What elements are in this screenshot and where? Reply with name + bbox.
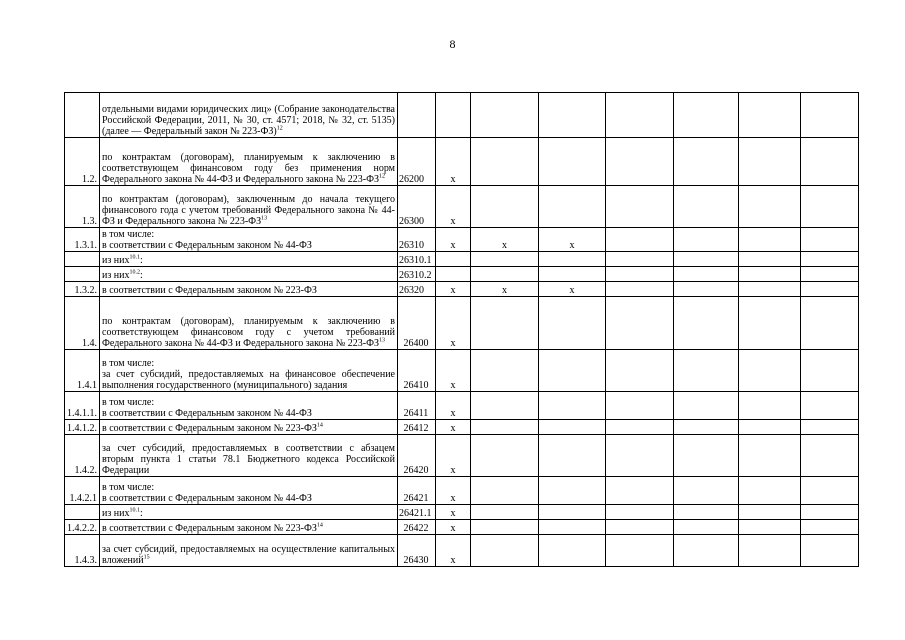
empty-cell — [739, 420, 801, 435]
empty-cell — [801, 186, 859, 228]
empty-cell — [801, 138, 859, 186]
mark-cell-2 — [471, 267, 539, 282]
empty-cell — [606, 228, 674, 252]
footnote-reference: 14 — [316, 422, 323, 429]
table-row — [65, 520, 859, 535]
empty-cell — [674, 505, 739, 520]
empty-cell — [801, 297, 859, 350]
row-number — [65, 93, 100, 138]
description-text: из них — [102, 508, 130, 519]
row-code: 26422 — [398, 520, 436, 535]
mark-cell-3 — [539, 138, 606, 186]
mark-cell-2 — [471, 138, 539, 186]
row-number: 1.4.1 — [65, 350, 100, 392]
row-description — [100, 93, 398, 138]
row-description — [100, 505, 398, 520]
mark-cell-1: x — [436, 282, 471, 297]
row-number: 1.3.1. — [65, 228, 100, 252]
empty-cell — [801, 435, 859, 477]
mark-cell-3 — [539, 267, 606, 282]
description-text: из них — [102, 270, 130, 281]
mark-cell-2 — [471, 505, 539, 520]
row-code: 26320 — [398, 282, 436, 297]
row-code: 26310.1 — [398, 252, 436, 267]
mark-cell-1 — [436, 252, 471, 267]
row-description — [100, 138, 398, 186]
description-text: в том числе: — [102, 358, 155, 369]
empty-cell — [739, 350, 801, 392]
mark-cell-3 — [539, 93, 606, 138]
description-text: в соответствии с Федеральным законом № 44-ФЗ — [102, 408, 312, 419]
mark-cell-3 — [539, 535, 606, 567]
empty-cell — [674, 186, 739, 228]
table-row — [65, 535, 859, 567]
empty-cell — [674, 420, 739, 435]
mark-cell-1 — [436, 267, 471, 282]
mark-cell-2: x — [471, 228, 539, 252]
description-text: в том числе: — [102, 482, 155, 493]
row-number: 1.4.2. — [65, 435, 100, 477]
row-code: 26300 — [398, 186, 436, 228]
mark-cell-3 — [539, 297, 606, 350]
empty-cell — [606, 138, 674, 186]
row-description — [100, 350, 398, 392]
row-code: 26420 — [398, 435, 436, 477]
empty-cell — [801, 350, 859, 392]
empty-cell — [739, 505, 801, 520]
empty-cell — [674, 252, 739, 267]
description-text: из них — [102, 255, 130, 266]
mark-cell-2 — [471, 252, 539, 267]
row-number — [65, 252, 100, 267]
mark-cell-3: x — [539, 228, 606, 252]
description-text: за счет субсидий, предоставляемых в соответствии с абзацем вторым пункта 1 статьи 78.1 Бюджетного кодекса Российской Федерации — [102, 443, 395, 476]
description-text: отдельными видами юридических лиц» (Собрание законодательства Российской Федерации, 2011, № 30, ст. 4571; 2018, № 32, ст. 5135) (далее — Федеральный закон № 223-ФЗ) — [102, 104, 395, 137]
table-row — [65, 420, 859, 435]
financial-table — [64, 92, 859, 567]
mark-cell-1: x — [436, 435, 471, 477]
row-code — [398, 93, 436, 138]
row-description — [100, 535, 398, 567]
empty-cell — [606, 435, 674, 477]
table-row — [65, 477, 859, 505]
row-description — [100, 297, 398, 350]
description-text: за счет субсидий, предоставляемых на финансовое обеспечение выполнения государственного (муниципального) задания — [102, 369, 395, 391]
footnote-reference: 10.1 — [129, 507, 141, 514]
row-code: 26310.2 — [398, 267, 436, 282]
row-code: 26411 — [398, 392, 436, 420]
empty-cell — [674, 93, 739, 138]
footnote-reference: 12 — [379, 173, 386, 180]
footnote-reference: 10.2 — [129, 269, 141, 276]
row-number: 1.4.2.2. — [65, 520, 100, 535]
empty-cell — [739, 535, 801, 567]
description-text: в том числе: — [102, 397, 155, 408]
empty-cell — [606, 186, 674, 228]
mark-cell-2 — [471, 477, 539, 505]
row-code: 26310 — [398, 228, 436, 252]
table-row — [65, 392, 859, 420]
mark-cell-2 — [471, 93, 539, 138]
empty-cell — [606, 477, 674, 505]
empty-cell — [801, 282, 859, 297]
mark-cell-1: x — [436, 138, 471, 186]
empty-cell — [606, 420, 674, 435]
mark-cell-2 — [471, 392, 539, 420]
empty-cell — [674, 392, 739, 420]
empty-cell — [606, 392, 674, 420]
footnote-reference: 13 — [379, 337, 386, 344]
mark-cell-1: x — [436, 520, 471, 535]
row-number: 1.4.2.1 — [65, 477, 100, 505]
row-code: 26421.1 — [398, 505, 436, 520]
table-row — [65, 435, 859, 477]
footnote-reference: 14 — [316, 522, 323, 529]
empty-cell — [674, 282, 739, 297]
table-row — [65, 297, 859, 350]
empty-cell — [739, 186, 801, 228]
mark-cell-1: x — [436, 535, 471, 567]
row-number — [65, 267, 100, 282]
empty-cell — [739, 252, 801, 267]
empty-cell — [801, 228, 859, 252]
empty-cell — [606, 505, 674, 520]
empty-cell — [801, 505, 859, 520]
row-code: 26410 — [398, 350, 436, 392]
row-number — [65, 505, 100, 520]
row-number: 1.4.1.1. — [65, 392, 100, 420]
row-description — [100, 282, 398, 297]
page-number: 8 — [449, 37, 456, 51]
description-tail: : — [140, 270, 143, 281]
empty-cell — [739, 138, 801, 186]
mark-cell-3 — [539, 505, 606, 520]
empty-cell — [801, 392, 859, 420]
empty-cell — [739, 435, 801, 477]
empty-cell — [606, 93, 674, 138]
empty-cell — [606, 520, 674, 535]
empty-cell — [674, 228, 739, 252]
description-text: по контрактам (договорам), планируемым к заключению в соответствующем финансовом году без применения норм Федерального закона № 44-ФЗ и Федерального закона № 223-ФЗ — [102, 152, 395, 185]
empty-cell — [801, 267, 859, 282]
table-row — [65, 138, 859, 186]
row-code: 26421 — [398, 477, 436, 505]
description-text: в соответствии с Федеральным законом № 44-ФЗ — [102, 493, 312, 504]
table-row — [65, 505, 859, 520]
row-code: 26412 — [398, 420, 436, 435]
description-text: в соответствии с Федеральным законом № 223-ФЗ — [102, 523, 317, 534]
description-text: за счет субсидий, предоставляемых на осуществление капитальных вложений — [102, 544, 395, 566]
empty-cell — [674, 138, 739, 186]
empty-cell — [606, 252, 674, 267]
table-row — [65, 350, 859, 392]
mark-cell-1: x — [436, 228, 471, 252]
mark-cell-3 — [539, 186, 606, 228]
row-description — [100, 435, 398, 477]
mark-cell-1: x — [436, 186, 471, 228]
mark-cell-2 — [471, 297, 539, 350]
table-row — [65, 282, 859, 297]
row-description — [100, 186, 398, 228]
description-text: в соответствии с Федеральным законом № 223-ФЗ — [102, 423, 317, 434]
mark-cell-1: x — [436, 350, 471, 392]
empty-cell — [674, 435, 739, 477]
empty-cell — [674, 350, 739, 392]
mark-cell-3: x — [539, 282, 606, 297]
row-number: 1.3.2. — [65, 282, 100, 297]
row-description — [100, 477, 398, 505]
row-description — [100, 228, 398, 252]
table-body — [65, 93, 859, 567]
table-row — [65, 267, 859, 282]
empty-cell — [739, 282, 801, 297]
empty-cell — [801, 420, 859, 435]
empty-cell — [739, 93, 801, 138]
empty-cell — [674, 535, 739, 567]
empty-cell — [674, 520, 739, 535]
empty-cell — [739, 267, 801, 282]
description-tail: : — [140, 255, 143, 266]
mark-cell-2: x — [471, 282, 539, 297]
mark-cell-3 — [539, 520, 606, 535]
mark-cell-2 — [471, 186, 539, 228]
row-number: 1.4. — [65, 297, 100, 350]
row-description — [100, 252, 398, 267]
empty-cell — [606, 350, 674, 392]
description-text: в соответствии с Федеральным законом № 44-ФЗ — [102, 240, 312, 251]
empty-cell — [801, 477, 859, 505]
mark-cell-3 — [539, 392, 606, 420]
empty-cell — [606, 267, 674, 282]
mark-cell-3 — [539, 435, 606, 477]
empty-cell — [739, 297, 801, 350]
empty-cell — [739, 477, 801, 505]
mark-cell-2 — [471, 435, 539, 477]
row-number: 1.3. — [65, 186, 100, 228]
mark-cell-3 — [539, 350, 606, 392]
empty-cell — [739, 228, 801, 252]
mark-cell-1: x — [436, 392, 471, 420]
description-text: по контрактам (договорам), заключенным до начала текущего финансового года с учетом требований Федерального закона № 44-ФЗ и Федерального закона № 223-ФЗ — [102, 194, 395, 227]
row-number: 1.4.1.2. — [65, 420, 100, 435]
empty-cell — [674, 477, 739, 505]
mark-cell-2 — [471, 520, 539, 535]
description-text: в том числе: — [102, 229, 155, 240]
mark-cell-2 — [471, 420, 539, 435]
table-row — [65, 93, 859, 138]
empty-cell — [674, 297, 739, 350]
mark-cell-2 — [471, 535, 539, 567]
empty-cell — [674, 267, 739, 282]
row-number: 1.4.3. — [65, 535, 100, 567]
table-row — [65, 228, 859, 252]
row-code: 26200 — [398, 138, 436, 186]
row-description — [100, 520, 398, 535]
table-row — [65, 252, 859, 267]
table-row — [65, 186, 859, 228]
row-code: 26430 — [398, 535, 436, 567]
empty-cell — [739, 392, 801, 420]
row-description — [100, 420, 398, 435]
empty-cell — [801, 535, 859, 567]
row-code: 26400 — [398, 297, 436, 350]
mark-cell-1: x — [436, 297, 471, 350]
row-description — [100, 267, 398, 282]
mark-cell-3 — [539, 420, 606, 435]
footnote-reference: 10.1 — [129, 254, 141, 261]
description-text: в соответствии с Федеральным законом № 223-ФЗ — [102, 285, 317, 296]
row-description — [100, 392, 398, 420]
mark-cell-3 — [539, 252, 606, 267]
empty-cell — [801, 520, 859, 535]
row-number: 1.2. — [65, 138, 100, 186]
mark-cell-1: x — [436, 505, 471, 520]
description-tail: : — [140, 508, 143, 519]
footnote-reference: 15 — [143, 554, 150, 561]
footnote-reference: 13 — [261, 215, 268, 222]
footnote-reference: 12 — [276, 125, 283, 132]
empty-cell — [606, 282, 674, 297]
empty-cell — [739, 520, 801, 535]
mark-cell-3 — [539, 477, 606, 505]
empty-cell — [606, 535, 674, 567]
description-text: по контрактам (договорам), планируемым к заключению в соответствующем финансовом году с учетом требований Федерального закона № 44-ФЗ и Федерального закона № 223-ФЗ — [102, 316, 395, 349]
mark-cell-1: x — [436, 420, 471, 435]
mark-cell-1: x — [436, 477, 471, 505]
mark-cell-2 — [471, 350, 539, 392]
empty-cell — [801, 252, 859, 267]
mark-cell-1 — [436, 93, 471, 138]
empty-cell — [606, 297, 674, 350]
empty-cell — [801, 93, 859, 138]
